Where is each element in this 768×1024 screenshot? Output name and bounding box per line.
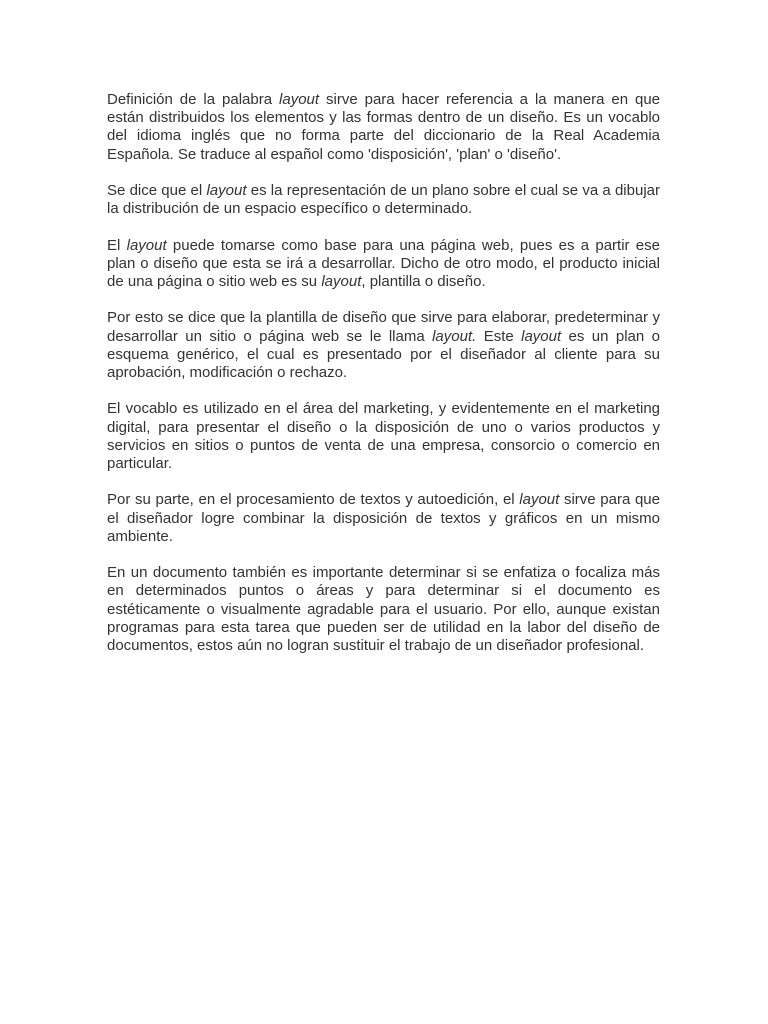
text-segment: El [107,236,127,254]
paragraph-1 [107,91,660,164]
text-segment: , plantilla o diseño. [361,273,486,290]
text-segment: sirve para que el diseñador logre combinar la disposición de textos y gráficos en un mismo ambiente. [107,491,660,545]
italic-term: layout [519,491,560,509]
paragraph-4 [107,309,660,382]
text-segment: Se dice que el [107,182,207,199]
text-segment: Por su parte, en el procesamiento de textos y autoedición, el [107,491,520,509]
paragraph-6 [107,491,660,546]
text-segment: Por esto se dice que la plantilla de diseño que sirve para elaborar, predeterminar y desarrollar un sitio o página web se le llama [107,309,660,345]
text-segment: En un documento también es importante determinar si se enfatiza o focaliza más en determinados puntos o áreas y para determinar si el documento es estéticamente o visualmente agradable para el usuario. Por ello, aunque existan programas para esta tarea que pueden ser de utilidad en la labor del diseño de documentos, estos aún no logran sustituir el trabajo de un diseñador profesional. [107,564,660,654]
italic-term: layout [126,236,167,254]
text-segment: sirve para hacer referencia a la manera en que están distribuidos los elementos y las formas dentro de un diseño. Es un vocablo del idioma inglés que no forma parte del diccionario de la Real Academia Española. Se traduce al español como 'disposición', 'plan' o 'diseño'. [107,91,661,163]
text-segment: es la representación de un plano sobre el cual se va a dibujar la distribución de un espacio específico o determinado. [107,182,660,218]
paragraph-2 [107,182,660,218]
paragraph-5 [107,400,660,473]
document-body [107,91,660,673]
italic-term: layout [279,91,320,108]
italic-term: layout. [432,327,477,345]
italic-term: layout [521,327,562,345]
text-segment: es un plan o esquema genérico, el cual es presentado por el diseñador al cliente para su aprobación, modificación o rechazo. [107,327,660,381]
text-segment: puede tomarse como base para una página web, pues es a partir ese plan o diseño que esta se irá a desarrollar. Dicho de otro modo, el producto inicial de una página o sitio web es su [107,236,660,290]
italic-term: layout [321,273,362,290]
text-segment: Definición de la palabra [107,91,280,108]
text-segment: El vocablo es utilizado en el área del marketing, y evidentemente en el marketing digital, para presentar el diseño o la disposición de uno o varios productos y servicios en sitios o puntos de venta de una empresa, consorcio o comercio en particular. [107,400,660,472]
italic-term: layout [206,182,247,199]
paragraph-7 [107,564,660,655]
paragraph-3 [107,237,660,292]
text-segment: Este [476,327,522,345]
